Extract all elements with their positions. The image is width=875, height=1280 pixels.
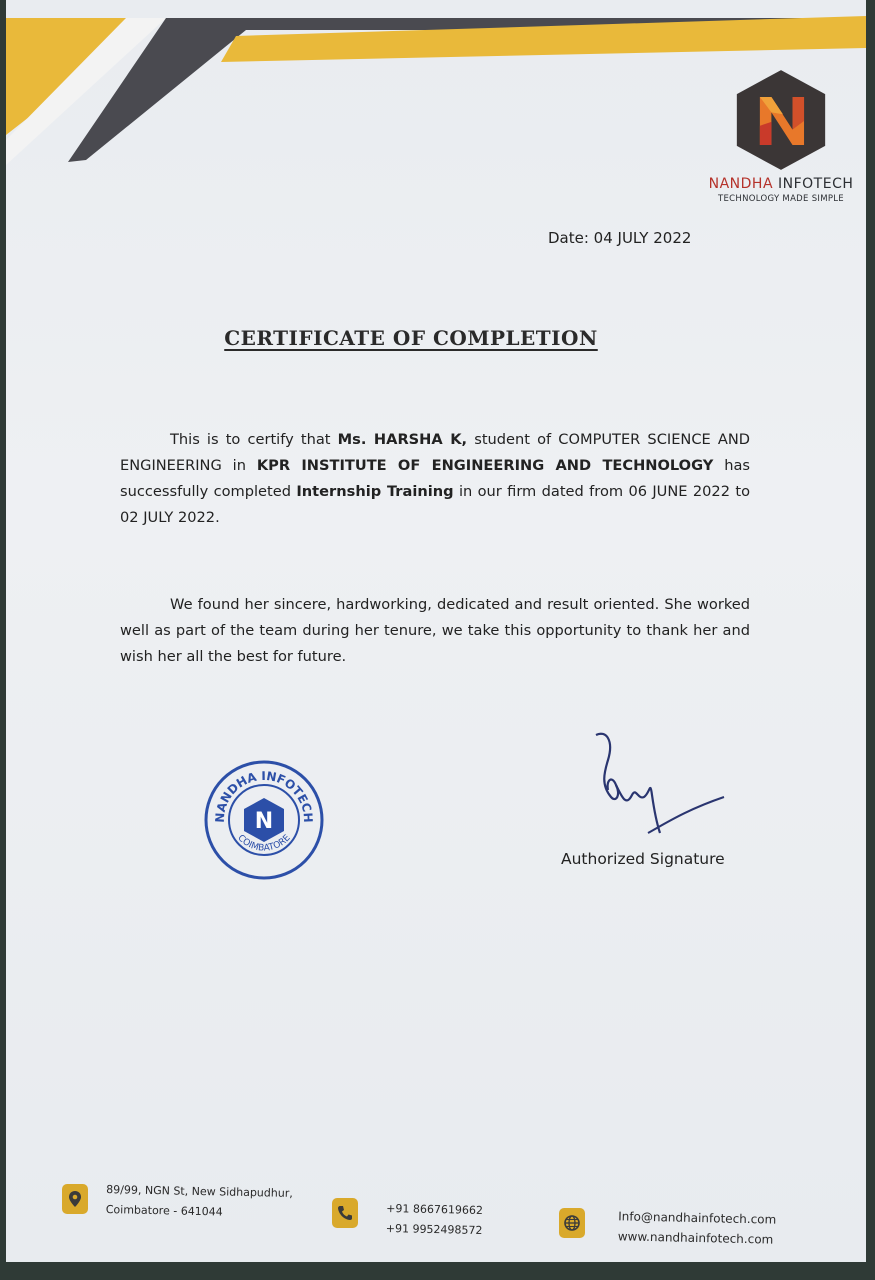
location-pin-icon	[62, 1184, 88, 1214]
appreciation-text: We found her sincere, hardworking, dedicated and result oriented. She worked well as part of the team during her tenure, we take this opportunity to thank her and wish her all the best for future.	[120, 596, 750, 665]
footer-contact	[6, 1178, 866, 1258]
appreciation-paragraph	[120, 592, 750, 670]
company-seal-stamp	[202, 758, 326, 882]
certificate-title	[6, 326, 816, 350]
logo-hexagon-icon	[733, 68, 829, 172]
certification-paragraph	[120, 427, 750, 531]
program-name: Internship Training	[296, 483, 454, 500]
globe-icon	[559, 1208, 585, 1238]
address-line-2: Coimbatore - 641044	[105, 1203, 223, 1219]
company-logo	[701, 68, 861, 204]
company-name-part2: INFOTECH	[778, 176, 854, 192]
email-address: Info@nandhainfotech.com	[618, 1209, 777, 1227]
company-name	[701, 176, 861, 192]
student-name: Ms. HARSHA K,	[337, 431, 468, 448]
stamp-top-text: NANDHA INFOTECH	[212, 768, 316, 824]
footer-address	[106, 1180, 293, 1224]
stamp-bottom-text: COIMBATORE	[235, 833, 293, 854]
authorized-signature-mark	[586, 725, 726, 840]
signature-label: Authorized Signature	[561, 850, 725, 868]
p1-text-4: in our firm dated from 06 JUNE 2022 to 02 JULY 2022.	[120, 483, 750, 526]
p1-text-3: has successfully completed	[120, 457, 750, 500]
p1-text-2: student of COMPUTER SCIENCE AND ENGINEERING in	[120, 431, 750, 474]
footer-phones	[386, 1199, 484, 1241]
certificate-date: Date: 04 JULY 2022	[548, 229, 692, 247]
address-line-1: 89/99, NGN St, New Sidhapudhur,	[106, 1183, 293, 1200]
phone-number-1: +91 8667619662	[386, 1201, 484, 1218]
company-name-part1: NANDHA	[708, 176, 774, 192]
certificate-page	[6, 0, 866, 1262]
footer-web	[618, 1206, 777, 1249]
header-decorative-band	[6, 0, 866, 60]
institute-name: KPR INSTITUTE OF ENGINEERING AND TECHNOLOGY	[256, 457, 714, 474]
company-tagline: TECHNOLOGY MADE SIMPLE	[718, 194, 844, 204]
certificate-title-text: CERTIFICATE OF COMPLETION	[224, 326, 598, 350]
p1-text-1: This is to certify that	[170, 431, 338, 448]
stamp-logo-letter: N	[254, 809, 274, 834]
website-url: www.nandhainfotech.com	[617, 1229, 774, 1247]
phone-icon	[332, 1198, 358, 1228]
phone-number-2: +91 9952498572	[385, 1221, 483, 1238]
